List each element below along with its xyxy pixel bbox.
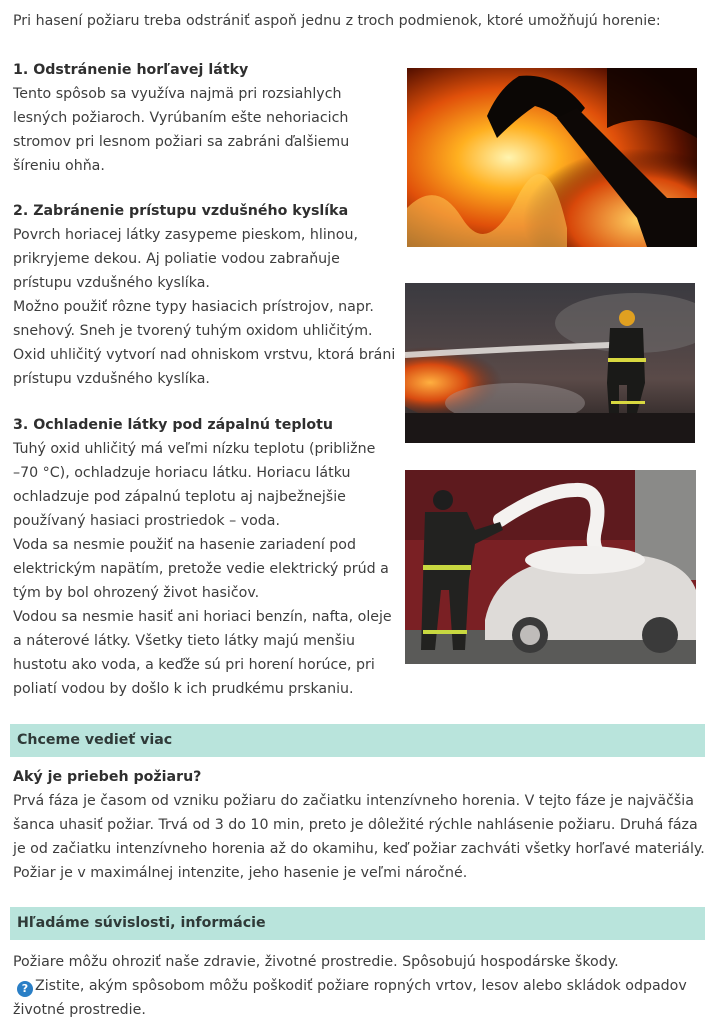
firefighter-hose-photo bbox=[405, 283, 695, 443]
text-line: poliatí vodou by došlo k ich prudkému prskaniu. bbox=[13, 681, 354, 697]
text-line: šanca uhasiť požiar. Trvá od 3 do 10 min, preto je dôležité rýchle nahlásenie požiaru. Druhá fáza bbox=[13, 817, 698, 833]
text-line: stromov pri lesnom požiari sa zabráni ďalšiemu bbox=[13, 134, 350, 150]
section-heading: 1. Odstránenie horľavej látky bbox=[13, 62, 249, 78]
text-line bbox=[13, 974, 713, 998]
axe-fire-photo bbox=[407, 68, 697, 247]
text-line: je od začiatku intenzívneho horenia až do okamihu, keď požiar zachváti všetky horľavé materiály. bbox=[13, 841, 705, 857]
text-line: prikryjeme dekou. Aj poliatie vodou zabraňuje bbox=[13, 251, 340, 267]
text-line: Tento spôsob sa využíva najmä pri rozsiahlych bbox=[13, 86, 342, 102]
section-block-oxygen bbox=[13, 199, 398, 391]
text-line: tým by bol ohrozený život hasičov. bbox=[13, 585, 260, 601]
text-line: elektrickým napätím, pretože vedie elektrický prúd a bbox=[13, 561, 389, 577]
section-remove-fuel bbox=[13, 58, 398, 178]
section-heading: 2. Zabránenie prístupu vzdušného kyslíka bbox=[13, 203, 349, 219]
text-line: Tuhý oxid uhličitý má veľmi nízku teplotu (približne bbox=[13, 441, 376, 457]
text-line: prístupu vzdušného kyslíka. bbox=[13, 371, 210, 387]
section-band-more-info: Chceme vedieť viac bbox=[10, 724, 705, 757]
question-circle-icon: ? bbox=[17, 981, 33, 997]
foam-car-photo bbox=[405, 470, 696, 664]
text-line: lesných požiaroch. Vyrúbaním ešte nehoriacich bbox=[13, 110, 349, 126]
text-line: Požiar je v maximálnej intenzite, jeho hasenie je veľmi náročné. bbox=[13, 865, 468, 881]
text-line: prístupu vzdušného kyslíka. bbox=[13, 275, 210, 291]
text-line: šíreniu ohňa. bbox=[13, 158, 105, 174]
question-text: Zistite, akým spôsobom môžu poškodiť požiare ropných vrtov, lesov alebo skládok odpadov bbox=[35, 978, 687, 994]
text-line: snehový. Sneh je tvorený tuhým oxidom uhličitým. bbox=[13, 323, 373, 339]
section-heading: 3. Ochladenie látky pod zápalnú teplotu bbox=[13, 417, 333, 433]
text-line: Požiare môžu ohroziť naše zdravie, životné prostredie. Spôsobujú hospodárske škody. bbox=[13, 954, 619, 970]
section-heading: Aký je priebeh požiaru? bbox=[13, 769, 202, 785]
text-line: ochladzuje pod zápalnú teplotu aj najbežnejšie bbox=[13, 489, 346, 505]
fire-progress-section bbox=[13, 765, 713, 885]
text-line: Prvá fáza je časom od vzniku požiaru do začiatku intenzívneho horenia. V tejto fáze je najväčšia bbox=[13, 793, 694, 809]
text-line: životné prostredie. bbox=[13, 1002, 146, 1018]
text-line: Povrch horiacej látky zasypeme pieskom, hlinou, bbox=[13, 227, 358, 243]
text-line: Oxid uhličitý vytvorí nad ohniskom vrstvu, ktorá bráni bbox=[13, 347, 396, 363]
section-cooling bbox=[13, 413, 398, 701]
text-line: Voda sa nesmie použiť na hasenie zariadení pod bbox=[13, 537, 356, 553]
text-line: hustotu ako voda, a keďže sú pri horení horúce, pri bbox=[13, 657, 375, 673]
section-band-connections: Hľadáme súvislosti, informácie bbox=[10, 907, 705, 940]
connections-section bbox=[13, 950, 713, 1022]
text-line: Možno použiť rôzne typy hasiacich prístrojov, napr. bbox=[13, 299, 374, 315]
text-line: a náterové látky. Všetky tieto látky majú menšiu bbox=[13, 633, 355, 649]
intro-text: Pri hasení požiaru treba odstrániť aspoň jednu z troch podmienok, ktoré umožňujú horenie: bbox=[13, 13, 661, 29]
text-line: –70 °C), ochladzuje horiacu látku. Horiacu látku bbox=[13, 465, 351, 481]
text-line: Vodou sa nesmie hasiť ani horiaci benzín, nafta, oleje bbox=[13, 609, 392, 625]
text-line: používaný hasiaci prostriedok – voda. bbox=[13, 513, 280, 529]
